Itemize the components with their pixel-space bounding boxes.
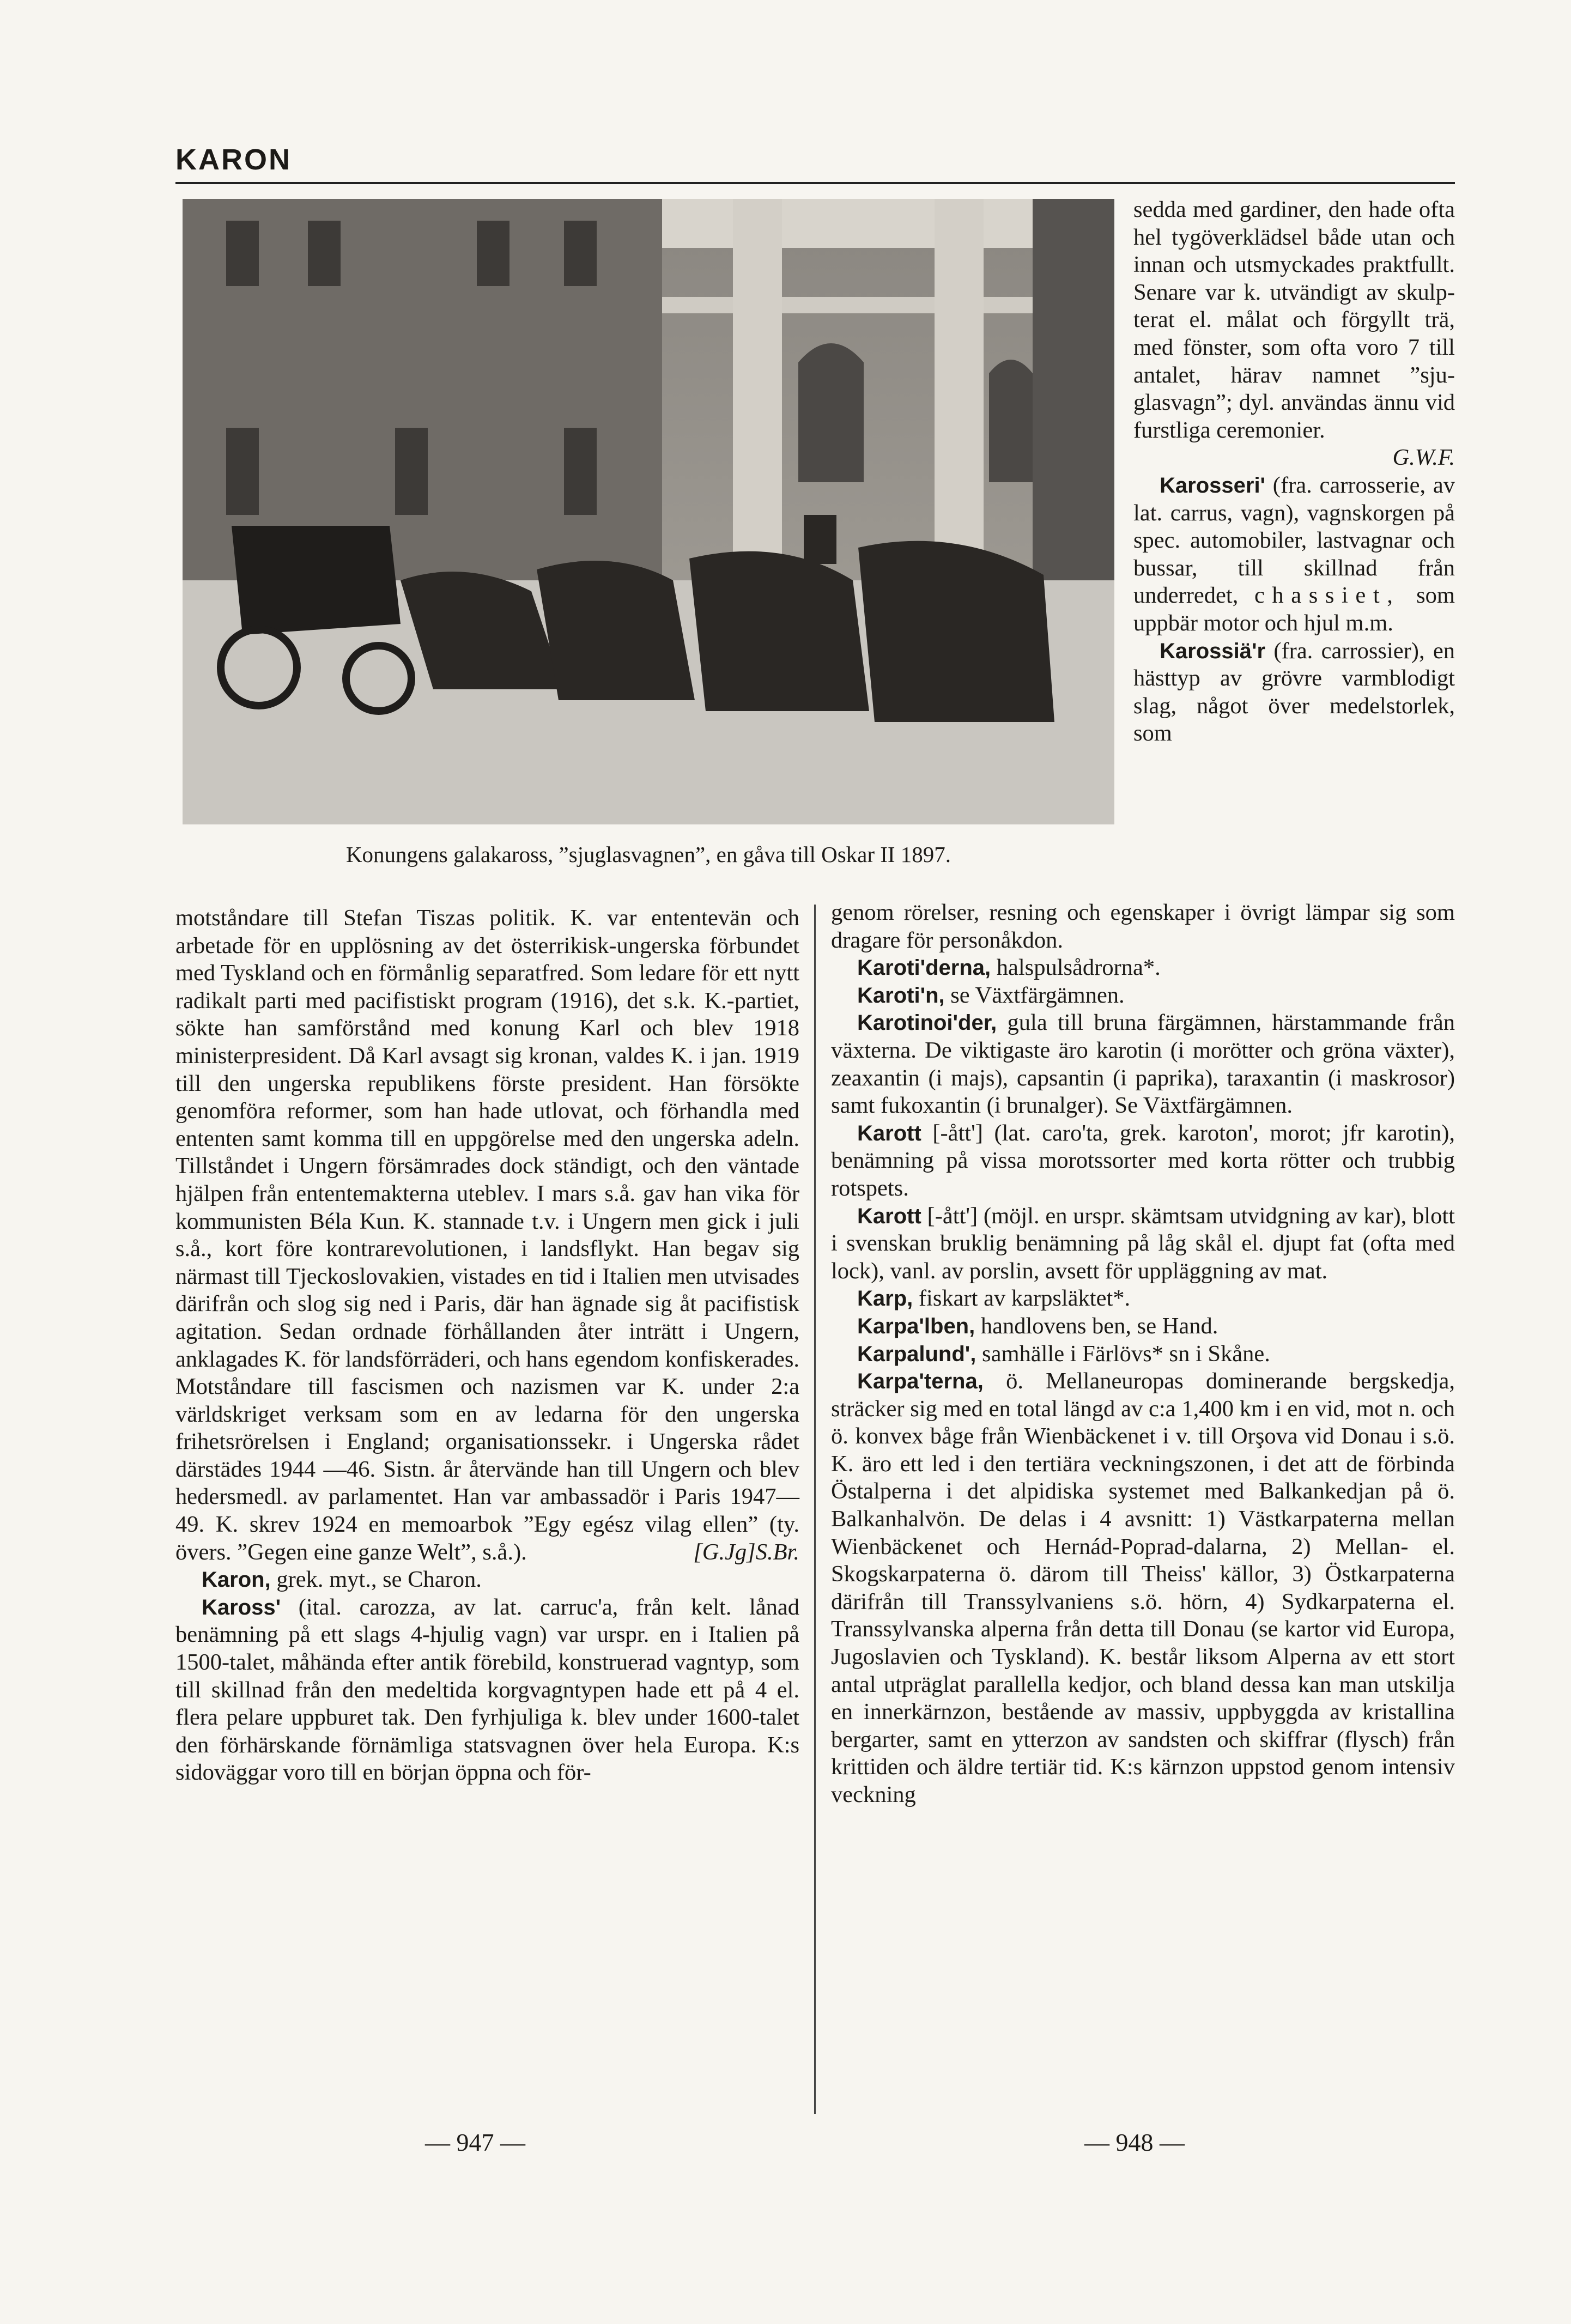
entry	[831, 954, 1455, 982]
entry-term: Karosseri'	[1160, 473, 1266, 497]
running-head: KARON	[175, 143, 292, 176]
figure-caption: Konungens galakaross, ”sjuglasvagnen”, en gåva till Oskar II 1897.	[345, 842, 951, 867]
entry	[831, 1313, 1455, 1340]
entry-term: Karott	[857, 1204, 921, 1228]
entry	[831, 1120, 1455, 1203]
page-number-right: — 948 —	[1084, 2128, 1185, 2156]
entry-term: Karon,	[202, 1568, 271, 1592]
entry-text: [-ått'] (möjl. en urspr. skämtsam utvidgning av kar), blott i svenskan bruklig benämning på låg skål el. djupt fat (ofta med lock), vanl. av porslin, avsett för uppläggning av mat.	[831, 1203, 1455, 1284]
entry-text: grek. myt., se Charon.	[270, 1567, 482, 1593]
entry-continuation	[175, 905, 799, 1566]
entry-term: Karotinoi'der,	[857, 1011, 997, 1035]
page-number-left: — 947 —	[425, 2128, 525, 2156]
entry-text: handlovens ben, se Hand.	[975, 1313, 1218, 1339]
carriage-photograph	[183, 199, 1114, 824]
entry-term: Karossiä'r	[1160, 639, 1266, 663]
entry-term: Karpa'lben,	[857, 1314, 975, 1338]
header-rule	[175, 182, 1455, 184]
right-column-upper	[1133, 196, 1455, 748]
entry-text: samhälle i Färlövs* sn i Skåne.	[976, 1340, 1270, 1367]
spaced-word: chassiet,	[1254, 582, 1400, 609]
entry-term: Karott	[857, 1121, 921, 1145]
entry-term: Karoti'n,	[857, 983, 945, 1008]
entry-kaross	[175, 1594, 799, 1787]
entry-continuation: genom rörelser, resning och egenskaper i övrigt lämpar sig som dragare för personåkdon.	[831, 900, 1455, 953]
entry-term: Kaross'	[202, 1595, 281, 1619]
paragraph: sedda med gardiner, den hade ofta hel tygöverklädsel både utan och innan och utsmyckades praktfullt. Senare var k. utvändigt av skulpterat el. målat och förgyllt trä, med fönster, som ofta voro 7 till antalet, härav namnet ”sjuglasvagn”; dyl. användas ännu vid furstliga ceremonier.	[1133, 197, 1455, 443]
entry	[831, 1340, 1455, 1368]
signature	[1133, 444, 1455, 472]
entry	[831, 1009, 1455, 1119]
signature-text: G.W.F.	[1392, 445, 1455, 471]
entry-text: (fra. carrosserie, av lat. carrus, vagn), vagnskorgen på spec. automobiler, lastvagnar och bussar, till skillnad från underredet,	[1133, 472, 1455, 609]
entry-text: gula till bruna färgämnen, härstammande från växterna. De viktigaste äro karotin (i morötter och gröna växter), zeaxantin (i majs), capsantin (i paprika), taraxantin (i maskrosor) samt fukoxantin (i brunalger). Se Växtfärgämnen.	[831, 1010, 1455, 1119]
entry	[831, 982, 1455, 1010]
carriage-photo-illustration	[183, 199, 1114, 824]
entry-text: (ital. carozza, av lat. carruc'a, från kelt. lånad benämning på ett slags 4-hjulig vagn) var urspr. en i Italien på 1500-talet, måhända efter antik förebild, konstruerad vagntyp, som till skillnad från den medeltida korgvagntypen hade ett på 4 el. flera pelare uppburet tak. Den fyrhjuliga k. blev under 1600-talet den förhärskande förnämliga statsvagnen över hela Europa. K:s sidoväggar voro till en början öppna och för-	[175, 1594, 799, 1786]
entry	[831, 1368, 1455, 1809]
entry-text: ö. Mellaneuropas dominerande bergskedja, sträcker sig med en total längd av c:a 1,400 km i en vid, mot n. och ö. konvex båge från Wienbäckenet i v. till Orşova vid Donau i s.ö. K. äro ett led i den tertiära veckningszonen, i det att de förbinda Östalperna i det alpidiska systemet med Balkankedjan på ö. Balkanhalvön. De delas i 4 avsnitt: 1) Västkarpaterna mellan Wienbäckenet och Hernád-Poprad-dalarna, 2) Mellan- el. Skogskarpaterna ö. därom till Theiss' källor, 3) Östkarpaterna därifrån till Transsylvaniens s.ö. hörn, 4) Sydkarpaterna el. Transsylvanska alperna från detta till Donau (se kartor vid Europa, Jugoslavien och Tyskland). K. består liksom Alperna av ett stort antal utpräglat parallella kedjor, och bland dessa kan man utskilja en innerkärnzon, bestående av massiv, uppbyggda av kristallina bergarter, samt en ytterzon av sandsten och skiffrar (flysch) från krittiden och äldre tertiär tid. K:s kärnzon uppstod genom intensiv veckning	[831, 1368, 1455, 1807]
entry-term: Karpa'terna,	[857, 1369, 984, 1394]
signature: [G.Jg]S.Br.	[693, 1539, 799, 1565]
entry-text: se Växtfärgämnen.	[944, 982, 1125, 1008]
entry-karon	[175, 1566, 799, 1594]
entry-text: (fra. carrossier), en hästtyp av grövre varmblodigt slag, något över medelstorlek, som	[1133, 638, 1455, 747]
entry-term: Karoti'derna,	[857, 956, 991, 980]
entry-term: Karp,	[857, 1287, 913, 1311]
left-column	[175, 905, 799, 1787]
entry-text: halspulsådrorna*.	[991, 955, 1161, 981]
entry-text: motståndare till Stefan Tiszas politik. K. var ententevän och arbetade för en upplösning av det österrikisk-ungerska förbundet med Tyskland och en förmånlig separatfred. Som ledare för ett nytt radikalt parti med pacifistiskt program (1916), det s.k. K.-partiet, sökte han samförstånd med konung Karl och blev 1918 ministerpresident. Då Karl avsagt sig kronan, valdes K. i jan. 1919 till den ungerska republikens förste president. Han försökte genomföra reformer, som han hade utlovat, och förhandla med ententen samt komma till en uppgörelse med den ungerska adeln. Tillståndet i Ungern försämrades dock ständigt, och den väntade hjälpen från ententemakterna uteblev. I mars s.å. gav han vika för kommunisten Béla Kun. K. stannade t.v. i Ungern men gick i juli s.å., kort före kontrarevolutionen, i landsflykt. Han begav sig närmast till Tjeckoslovakien, vistades en tid i Italien men utvisades därifrån och slog sig ned i Paris, där han ägnade sig åt pacifistisk agitation. Sedan ordnade förhållanden åter inträtt i Ungern, anklagades K. för landsförräderi, och hans egendom konfiskerades. Motståndare till fascismen och nazismen var K. under 2:a världskriget verksam som en av ledarna för den ungerska frihetsrörelsen i England; organisationssekr. i Ungerska rådet därstädes 1944 —46. Sistn. år återvände han till Ungern och blev hedersmedl. av parlamentet. Han var ambassadör i Paris 1947—49. K. skrev 1924 en memoarbok ”Egy egész vilag ellen” (ty. övers. ”Gegen eine ganze Welt”, s.å.).	[175, 905, 799, 1565]
entry-text: [-ått'] (lat. caro'ta, grek. karoton', morot; jfr karotin), benämning på vissa morotssorter med korta rötter och trubbig rotspets.	[831, 1120, 1455, 1201]
entry-term: Karpalund',	[857, 1342, 976, 1366]
column-divider	[814, 905, 816, 2114]
entry-karossiar	[1133, 638, 1455, 748]
entry-text: som uppbär motor och hjul m.m.	[1133, 582, 1455, 636]
entry-text: fiskart av karpsläktet*.	[913, 1285, 1131, 1312]
right-column	[831, 899, 1455, 1809]
entry-karosseri	[1133, 472, 1455, 638]
entry	[831, 1285, 1455, 1313]
entry	[831, 1203, 1455, 1285]
